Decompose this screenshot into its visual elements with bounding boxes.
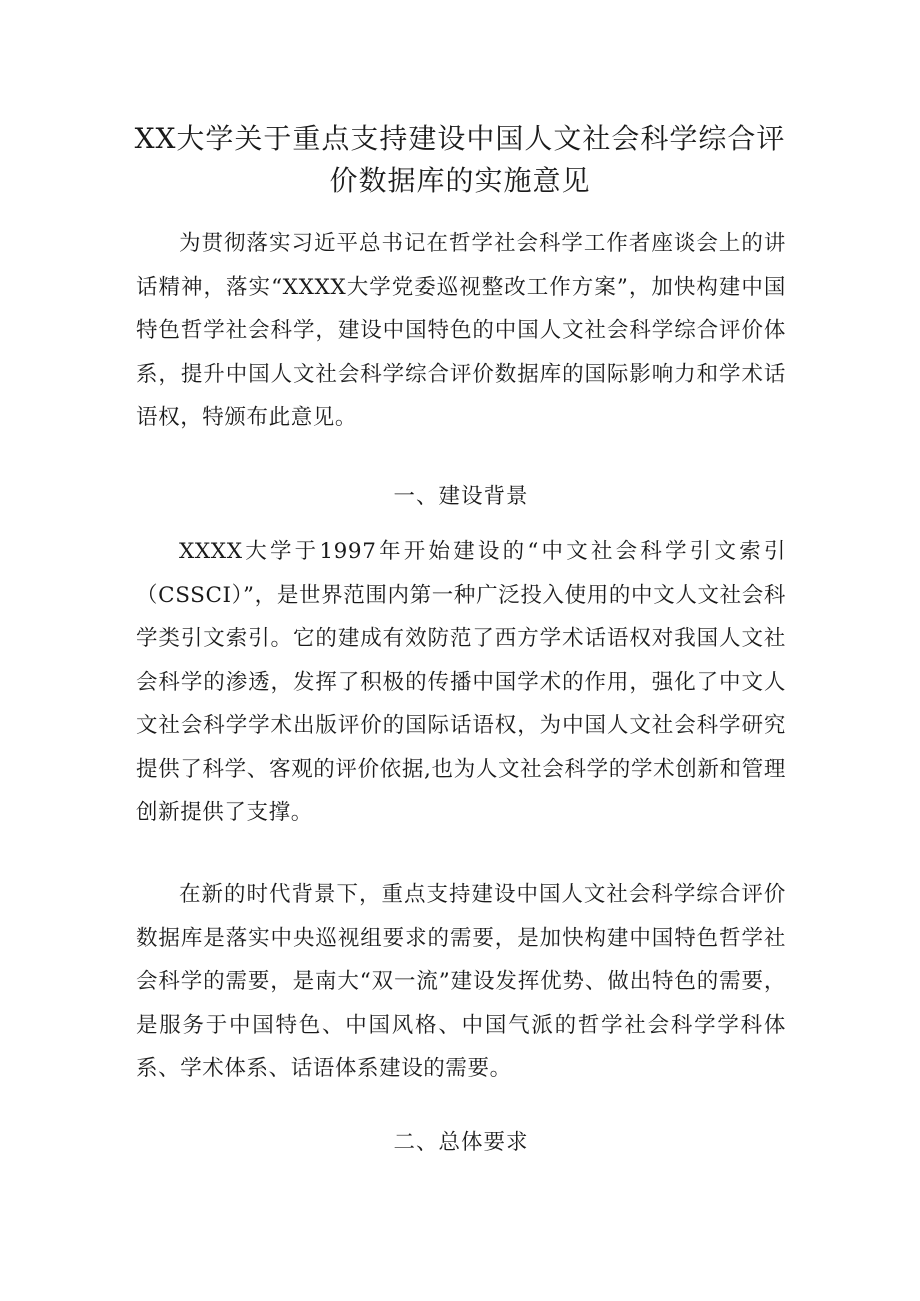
document-title-line-1: XX大学关于重点支持建设中国人文社会科学综合评 — [134, 122, 786, 155]
background-paragraph-2: 在新的时代背景下，重点支持建设中国人文社会科学综合评价数据库是落实中央巡视组要求的需要，是加快构建中国特色哲学社会科学的需要，是南大“双一流”建设发挥优势、做出特色的需要，是服务于中国特色、中国风格、中国气派的哲学社会科学学科体系、学术体系、话语体系建设的需要。 — [136, 882, 786, 1081]
section-heading-background: 一、建设背景 — [393, 484, 529, 509]
section-heading-general-requirements: 二、总体要求 — [393, 1130, 529, 1155]
background-paragraph-1: XXXX大学于1997年开始建设的“中文社会科学引文索引（CSSCI）”，是世界范围内第一种广泛投入使用的中文人文社会科学类引文索引。它的建成有效防范了西方学术话语权对我国人文社会科学的渗透，发挥了积极的传播中国学术的作用，强化了中文人文社会科学学术出版评价的国际话语权，为中国人文社会科学研究提供了科学、客观的评价依据,也为人文社会科学的学术创新和管理创新提供了支撑。 — [136, 539, 786, 825]
document-title-line-2: 价数据库的实施意见 — [329, 164, 591, 197]
intro-paragraph: 为贯彻落实习近平总书记在哲学社会科学工作者座谈会上的讲话精神，落实“XXXX大学党委巡视整改工作方案”，加快构建中国特色哲学社会科学，建设中国特色的中国人文社会科学综合评价体系，提升中国人文社会科学综合评价数据库的国际影响力和学术话语权，特颁布此意见。 — [136, 231, 786, 430]
document-title — [130, 118, 790, 202]
